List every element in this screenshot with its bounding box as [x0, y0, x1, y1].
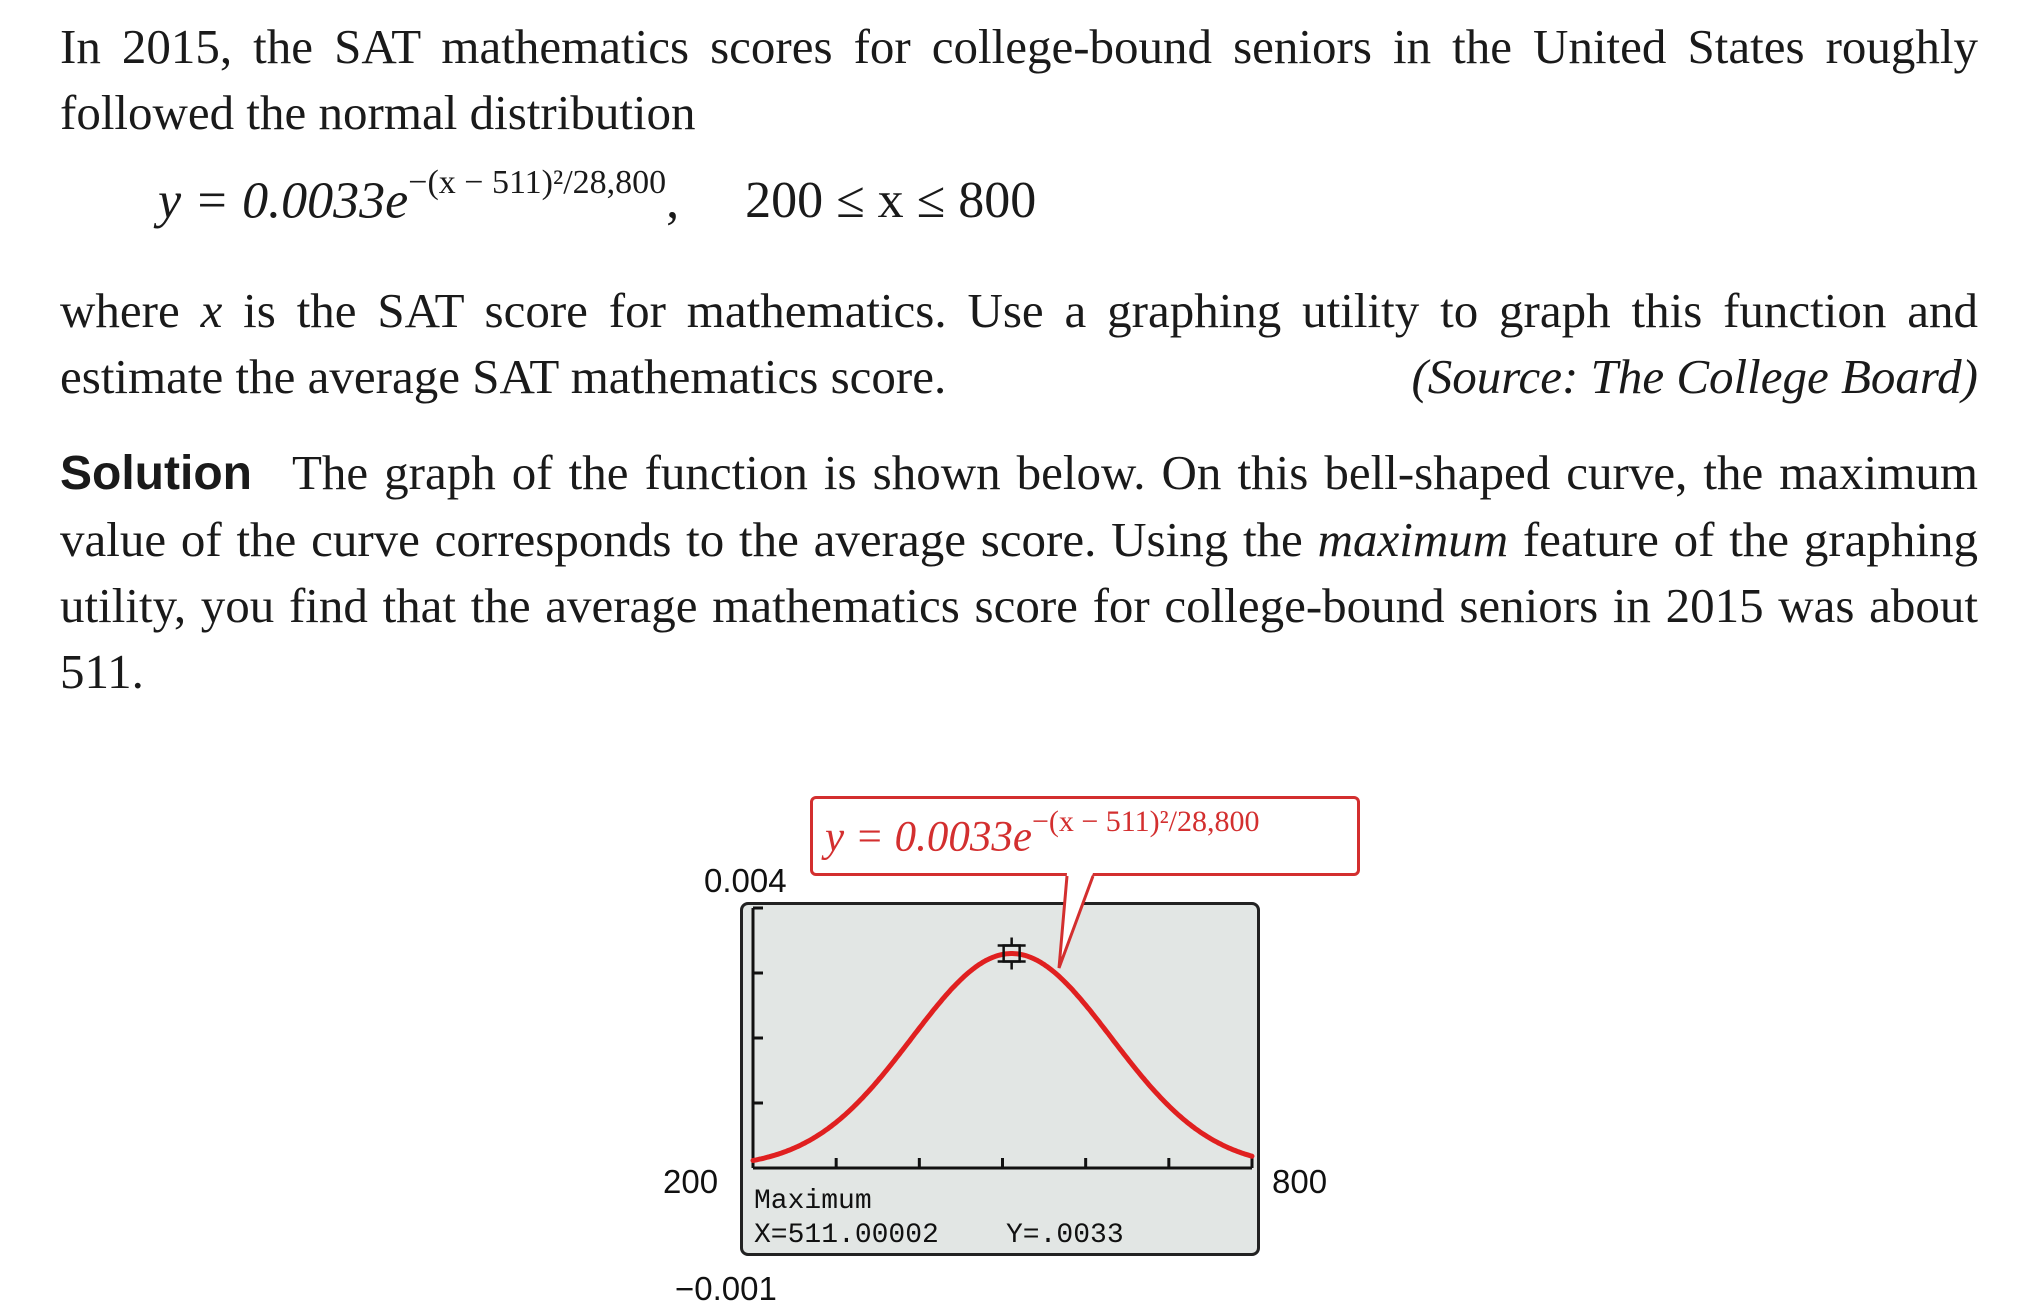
where-text-2: is the SAT score for mathematics. Use a graphing utility to graph this function and estimate the average SAT mathematics score.	[60, 283, 1979, 404]
solution-italic: maximum	[1317, 512, 1509, 567]
y-max-label: 0.004	[704, 862, 787, 899]
solution-text-2: feature of the graphing utility, you find that the average mathematics score for college-bound seniors in 2015 was about 511.	[60, 512, 1978, 699]
equation-domain: 200 ≤ x ≤ 800	[745, 172, 1037, 230]
calc-x-value: X=511.00002	[754, 1220, 939, 1251]
equation-lhs: y = 0.0033	[158, 172, 386, 230]
y-min-label: −0.001	[675, 1270, 777, 1307]
where-x: x	[200, 283, 223, 338]
equation-e: e	[385, 172, 409, 230]
calc-y-value: Y=.0033	[1006, 1220, 1124, 1251]
callout-e: e	[1012, 813, 1032, 861]
callout-exponent: −(x − 511)²/28,800	[1031, 805, 1260, 838]
problem-intro-text: In 2015, the SAT mathematics scores for college-bound seniors in the United States roughly followed the normal distribution	[60, 19, 1978, 140]
where-text-1: where	[60, 283, 201, 338]
callout-lhs: y = 0.0033	[825, 813, 1013, 861]
source-citation: (Source: The College Board)	[1411, 349, 1978, 404]
x-max-label: 800	[1272, 1163, 1328, 1200]
equation-exponent: −(x − 511)²/28,800	[408, 164, 667, 201]
x-min-label: 200	[663, 1163, 719, 1200]
calc-maximum-label: Maximum	[754, 1186, 872, 1217]
solution-text-1: The graph of the function is shown below. On this bell-shaped curve, the maximum value of the curve corresponds to the average score. Using the	[60, 445, 1978, 567]
equation-comma: ,	[666, 172, 680, 230]
solution-heading: Solution	[60, 447, 252, 500]
